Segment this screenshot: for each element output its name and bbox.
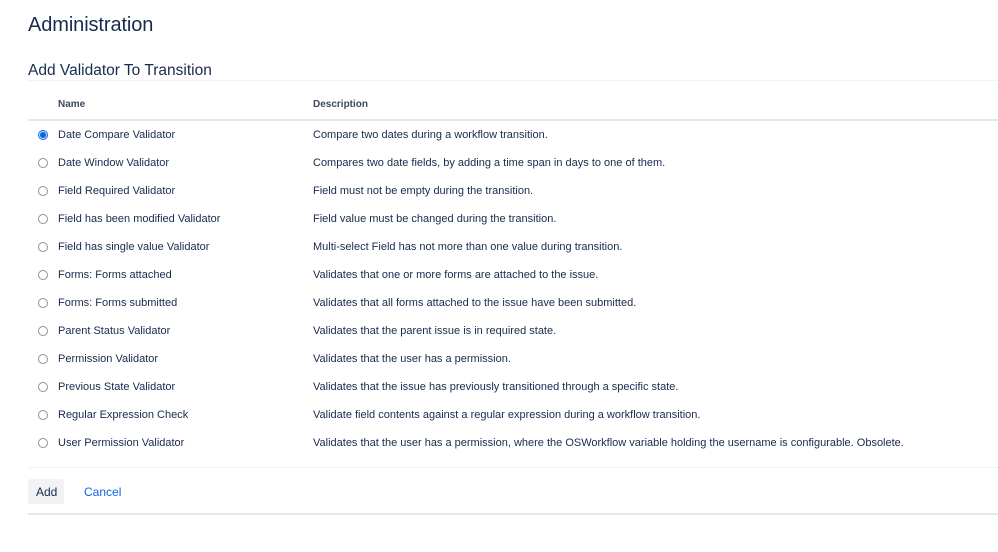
validator-description: Validates that all forms attached to the issue have been submitted. (313, 297, 637, 309)
cancel-link[interactable]: Cancel (84, 484, 122, 499)
validator-name[interactable]: Previous State Validator (58, 381, 176, 393)
validator-name[interactable]: Date Window Validator (58, 157, 170, 169)
column-header-name: Name (58, 96, 313, 120)
radio-button[interactable] (38, 354, 48, 364)
validator-description: Multi-select Field has not more than one value during transition. (313, 241, 623, 253)
radio-button[interactable] (38, 242, 48, 252)
validator-description: Compares two date fields, by adding a time span in days to one of them. (313, 157, 666, 169)
validator-description: Field must not be empty during the transition. (313, 185, 534, 197)
button-bar (28, 479, 121, 504)
radio-button[interactable] (38, 158, 48, 168)
validator-name[interactable]: Permission Validator (58, 353, 159, 365)
validator-name[interactable]: Field has single value Validator (58, 241, 210, 253)
validator-description: Field value must be changed during the transition. (313, 213, 557, 225)
table-row[interactable] (28, 401, 998, 429)
table-row[interactable] (28, 233, 998, 261)
validator-name[interactable]: Date Compare Validator (58, 129, 176, 141)
table-row[interactable] (28, 345, 998, 373)
table-row[interactable] (28, 120, 998, 149)
validator-description: Validates that one or more forms are attached to the issue. (313, 269, 599, 281)
section-title: Add Validator To Transition (28, 62, 212, 79)
add-button[interactable]: Add (28, 479, 64, 504)
footer-divider-bottom (28, 513, 998, 515)
table-row[interactable] (28, 373, 998, 401)
table-row[interactable] (28, 149, 998, 177)
radio-button[interactable] (38, 270, 48, 280)
validator-name[interactable]: User Permission Validator (58, 437, 185, 449)
radio-button[interactable] (38, 326, 48, 336)
validator-description: Validates that the issue has previously transitioned through a specific state. (313, 381, 679, 393)
radio-button-selected[interactable] (38, 130, 48, 140)
radio-button[interactable] (38, 382, 48, 392)
table-row[interactable] (28, 177, 998, 205)
table-row[interactable] (28, 289, 998, 317)
table-header-row (28, 96, 998, 120)
validator-description: Validate field contents against a regular expression during a workflow transition. (313, 409, 701, 421)
column-header-select (28, 96, 58, 120)
validator-table (28, 96, 998, 457)
validator-description: Validates that the user has a permission, where the OSWorkflow variable holding the username is configurable. Obsolete. (313, 437, 904, 449)
validator-name[interactable]: Field Required Validator (58, 185, 176, 197)
validator-description: Validates that the user has a permission. (313, 353, 511, 365)
table-row[interactable] (28, 261, 998, 289)
radio-button[interactable] (38, 186, 48, 196)
radio-button[interactable] (38, 214, 48, 224)
page-title: Administration (28, 14, 154, 36)
validator-name[interactable]: Field has been modified Validator (58, 213, 221, 225)
footer-divider-top (28, 467, 998, 468)
validator-name[interactable]: Parent Status Validator (58, 325, 171, 337)
radio-button[interactable] (38, 438, 48, 448)
validator-name[interactable]: Forms: Forms attached (58, 269, 172, 281)
validator-description: Validates that the parent issue is in required state. (313, 325, 557, 337)
radio-button[interactable] (38, 298, 48, 308)
validator-name[interactable]: Forms: Forms submitted (58, 297, 178, 309)
column-header-description: Description (313, 96, 998, 120)
validator-name[interactable]: Regular Expression Check (58, 409, 189, 421)
table-row[interactable] (28, 317, 998, 345)
validator-description: Compare two dates during a workflow transition. (313, 129, 548, 141)
table-row[interactable] (28, 205, 998, 233)
table-row[interactable] (28, 429, 998, 457)
radio-button[interactable] (38, 410, 48, 420)
section-divider (28, 80, 998, 81)
